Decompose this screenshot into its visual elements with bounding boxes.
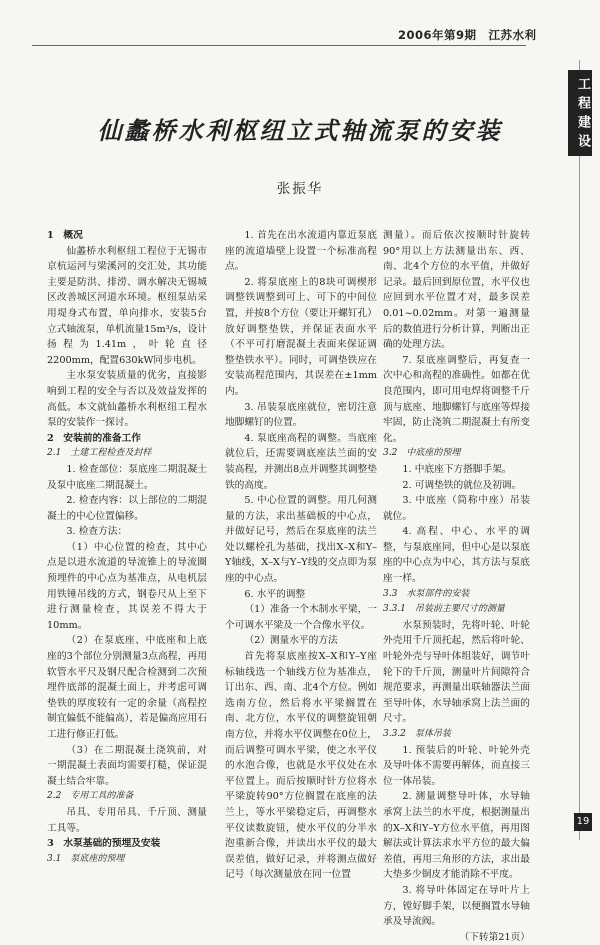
paragraph: 6. 水平的调整: [244, 588, 306, 600]
paragraph: 2. 可调垫铁的就位及初调。: [402, 479, 522, 491]
section-heading: 3.3.1 吊装前主要尺寸的测量: [383, 604, 505, 615]
paragraph: 3. 将导叶体固定在导叶片上方，镗好脚手架，以便搁置水导轴承及导流阀。: [383, 884, 530, 928]
paragraph: 2. 将泵底座上的8块可调楔形调整铁调整到可上、可下的中间位置，并按8个方位（要让开螺钉孔）放好调整垫铁，并保证表面水平（不平可打磨混凝土表面来保证调整垫铁水平）。同时，可调垫铁应在安装高程范围内，其误差在±1mm内。: [225, 276, 377, 397]
section-heading: 1 概况: [47, 230, 83, 241]
paragraph: 1. 检查部位：泵底座二期混凝土及泵中底座二期混凝土。: [47, 463, 207, 491]
header-rule: [32, 45, 526, 46]
paragraph: （1）准备一个木制水平梁，一个可调水平梁及一个合像水平仪。: [225, 604, 377, 631]
column-1: [47, 228, 207, 867]
paragraph: 3. 吊装泵底座就位，密切注意地脚螺钉的位置。: [225, 401, 377, 429]
column-2: [225, 228, 377, 883]
paragraph: 1. 预装后的叶轮、叶轮外壳及导叶体不需要再解体，而直接三位一体吊装。: [383, 744, 530, 787]
paragraph: 2. 检查内容：以上部位的二期混凝土的中心位置偏移。: [47, 495, 207, 522]
paragraph: 7. 泵底座调整后，再复查一次中心和高程的准确性。如都在优良范围内，即可用电焊将调整千斤顶与底座、地脚螺钉与底座等焊接牢固，防止浇筑二期混凝土有所变化。: [383, 354, 530, 444]
paragraph: 测量）。而后依次按顺时针旋转90°用以上方法测量出东、西、南、北4个方位的水平值，并做好记录。最后回到原位置，水平仪也应回到水平位置才对，最多误差0.01~0.02mm。对第一遍测量后的数值进行分析计算，判断出正确的处理方法。: [383, 230, 530, 351]
section-heading: 2.1 土建工程检查及封样: [47, 448, 152, 459]
paragraph: （下转第21页）: [459, 931, 530, 943]
paragraph: 3. 检查方法：: [66, 526, 128, 538]
paragraph: 3. 中底座（筒称中座）吊装就位。: [383, 495, 530, 522]
paragraph: 1. 首先在出水流道内靠近泵底座的流道墙壁上设置一个标准高程点。: [225, 230, 377, 273]
paragraph: （1）中心位置的检查，其中心点是以进水流道的导流锥上的导流圈预埋件的中心点为基准点，从电机层用铁锤吊线的方式，钢卷尺从上至下进行测量检查，其误差不得大于10mm。: [47, 541, 207, 631]
paragraph: （3）在二期混凝土浇筑前，对一期混凝土表面均需要打糙，保证混凝土结合牢靠。: [47, 744, 207, 787]
journal-header: 2006年第9期 江苏水利: [398, 28, 537, 42]
column-3: [383, 228, 530, 945]
section-heading: 2 安装前的准备工作: [47, 432, 141, 444]
paragraph: 4. 泵底座高程的调整。当底座就位后，还需要调底座法兰面的安装高程，并测出8点并调整其调整垫铁的高度。: [225, 432, 377, 491]
section-heading: 3.1 泵底座的预埋: [47, 853, 125, 864]
paragraph: 主水泵安装质量的优劣，直接影响到工程的安全与否以及效益发挥的高低。本文就仙蠡桥水利枢纽工程水泵的安装作一探讨。: [47, 370, 207, 429]
section-heading: 3.3.2 泵体吊装: [383, 729, 451, 739]
paragraph: 2. 测量调整导叶体，水导轴承窝上法兰的水平度，根据测量出的X–X和Y–Y方位水平值，再用图解法或计算法求水平方位的最大偏差值，再用三角形的方法，求出最大垫多少铜皮才能消除不平度。: [383, 791, 530, 881]
article-author: 张振华: [276, 181, 324, 197]
paragraph: 仙蠡桥水利枢纽工程位于无锡市京杭运河与梁溪河的交汇处，其功能主要是防洪、排涝、调水解决无锡城区改善城区河道水环境。枢纽泵站采用堤身式布置，单向排水，安装5台立式轴流泵，单机流量15m³/s，设计扬程为1.41m，叶轮直径2200mm，配置630kW同步电机。: [47, 245, 207, 366]
section-heading: 3 水泵基础的预埋及安装: [47, 838, 161, 850]
page-number: 19: [574, 813, 592, 831]
section-heading: 2.2 专用工具的准备: [47, 791, 134, 802]
paragraph: 5. 中心位置的调整。用几何测量的方法，求出基础板的中心点，并做好记号，然后在泵底座的法兰处以螺栓孔为基础，找出X–X和Y–Y轴线，X–X与Y–Y线的交点即为泵座的中心点。: [225, 495, 377, 585]
paragraph: （2）测量水平的方法: [244, 635, 338, 647]
paragraph: （2）在泵底座、中底座和上底座的3个部位分别测量3点高程，再用软管水平尺及钢尺配合检测到二次预埋件底部的混凝土面上，并考虑可调垫铁的厚度较有一定的余量（高程控制宜偏低不能偏高），若是偏高应用石工进行修正打低。: [47, 635, 207, 740]
section-heading: 3.2 中底座的预埋: [383, 448, 461, 459]
article-title: 仙蠡桥水利枢纽立式轴流泵的安装: [97, 116, 503, 145]
section-heading: 3.3 水泵部件的安装: [383, 588, 470, 599]
paragraph: 4. 高程、中心、水平的调整，与泵底座同，但中心是以泵底座的中心点为中心，其方法与泵底座一样。: [383, 526, 530, 585]
section-tab: 工程建设: [568, 70, 592, 156]
paragraph: 吊具、专用吊具、千斤顶、测量工具等。: [47, 806, 207, 834]
paragraph: 水泵预装时，先将叶轮、叶轮外壳用千斤顶托起，然后将叶轮、叶轮外壳与导叶体组装好，调节叶轮下的千斤顶，测量叶片间隙符合规范要求，再测量出联轴器法兰面至导叶体，水导轴承窝上法兰面的尺寸。: [383, 619, 530, 725]
paragraph: 首先将泵底座按X–X和Y–Y座标轴线选一个轴线方位为基准点，订出东、西、南、北4个方位。例如选南方位，然后将水平梁搁置在南、北方位，水平仪的调整旋钮朝南方位，并将水平仪调整在0位上，而后调整可调水平梁，使之水平仪的水泡合像，也就是水平仪处在水平位置上。而后按顺时针方位将水平梁旋转90°方位搁置在底座的法兰上，等水平梁稳定后，再调整水平仪读数旋钮，使水平仪的分半水泡重新合像，并读出水平仪的最大误差值，做好记录，并将测点做好记号（每次测量放在同一位置: [225, 651, 377, 881]
paragraph: 1. 中底座下方搭脚手架。: [402, 463, 512, 475]
